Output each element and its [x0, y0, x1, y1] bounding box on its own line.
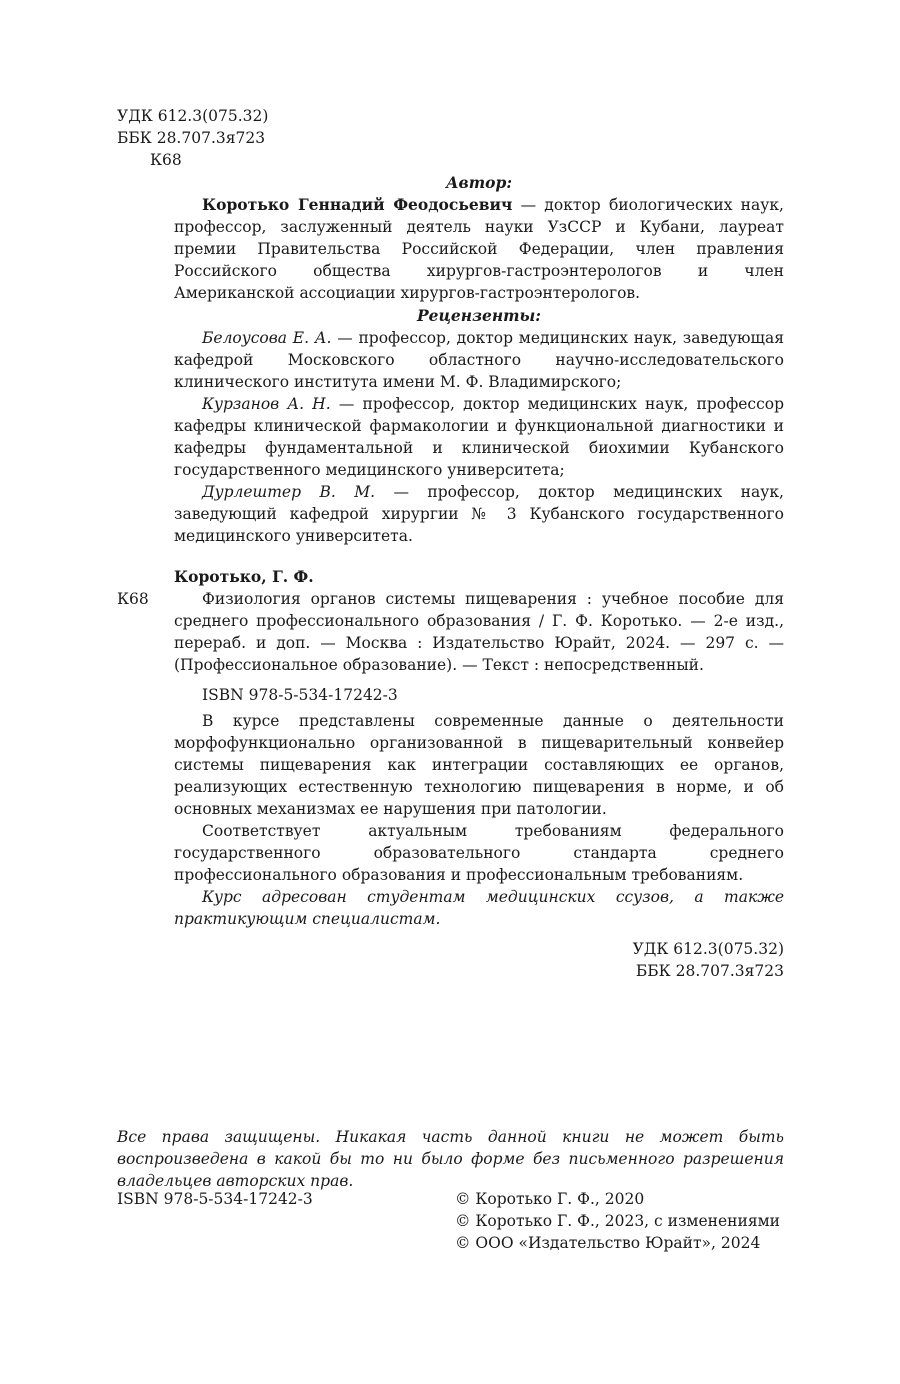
annotation-bbk: ББК 28.707.3я723: [635, 962, 784, 980]
reviewer-text: — профессор, доктор медицинских наук, заведующий кафедрой хирургии № 3 Кубанского государственного медицинского университета.: [174, 483, 784, 545]
reviewer-entry: [174, 393, 784, 481]
copyright-block: [455, 1188, 780, 1254]
bibliographic-code: К68: [117, 590, 149, 608]
annotation-audience: Курс адресован студентам медицинских ссузов, а также практикующим специалистам.: [174, 888, 784, 928]
copyright-line: © Коротько Г. Ф., 2020: [455, 1190, 645, 1208]
author-description: [174, 194, 784, 304]
reviewers-section: [174, 305, 784, 547]
bibliographic-description: Физиология органов системы пищеварения : учебное пособие для среднего профессионального образования / Г. Ф. Коротько. — 2-е изд., перераб. и доп. — Москва : Издательство Юрайт, 2024. — 297 с. — (Профессиональное образование). — Текст : непосредственный.: [174, 590, 784, 674]
udk-code: УДК 612.3(075.32): [117, 107, 269, 125]
reviewer-name: Дурлештер В. М.: [202, 483, 376, 501]
classification-block: [117, 105, 268, 171]
author-name: Коротько Геннадий Феодосьевич: [202, 195, 513, 214]
reviewer-name: Белоусова Е. А.: [202, 329, 332, 347]
annotation-udk: УДК 612.3(075.32): [632, 940, 784, 958]
bibliographic-author-heading: Коротько, Г. Ф.: [174, 567, 314, 586]
reviewer-name: Курзанов А. Н.: [202, 395, 331, 413]
copyright-line: © Коротько Г. Ф., 2023, с изменениями: [455, 1212, 780, 1230]
annotation-paragraph: В курсе представлены современные данные о деятельности морфофункционально организованной в пищеварительный конвейер системы пищеварения как интеграции составляющих ее органов, реализующих естественную технологию пищеварения в норме, и об основных механизмах ее нарушения при патологии.: [174, 712, 784, 818]
bibliographic-isbn: ISBN 978-5-534-17242-3: [202, 686, 398, 704]
author-section: [174, 172, 784, 304]
reviewer-entry: [174, 481, 784, 547]
reviewers-heading: Рецензенты:: [416, 306, 542, 325]
author-text: — доктор биологических наук, профессор, заслуженный деятель науки УзССР и Кубани, лауреат премии Правительства Российской Федерации, член правления Российского общества хирургов-гастроэнтерологов и член Американской ассоциации хирургов-гастроэнтерологов.: [174, 196, 784, 302]
annotation-paragraph: Соответствует актуальным требованиям федерального государственного образовательного стандарта среднего профессионального образования и профессиональным требованиям.: [174, 822, 784, 884]
reviewer-text: — профессор, доктор медицинских наук, профессор кафедры клинической фармакологии и функциональной диагностики и кафедры фундаментальной и клинической биохимии Кубанского государственного медицинского университета;: [174, 395, 785, 479]
author-sign-code: К68: [150, 151, 182, 169]
rights-notice: Все права защищены. Никакая часть данной книги не может быть воспроизведена в какой бы то ни было форме без письменного разрешения владельцев авторских прав.: [117, 1128, 784, 1190]
annotation: [174, 710, 784, 982]
footer-isbn: ISBN 978-5-534-17242-3: [117, 1190, 313, 1208]
reviewer-entry: [174, 327, 784, 393]
reviewer-text: — профессор, доктор медицинских наук, заведующая кафедрой Московского областного научно-исследовательского клинического института имени М. Ф. Владимирского;: [174, 329, 784, 391]
bbk-code: ББК 28.707.3я723: [117, 129, 266, 147]
author-heading: Автор:: [445, 173, 513, 192]
copyright-line: © ООО «Издательство Юрайт», 2024: [455, 1234, 761, 1252]
